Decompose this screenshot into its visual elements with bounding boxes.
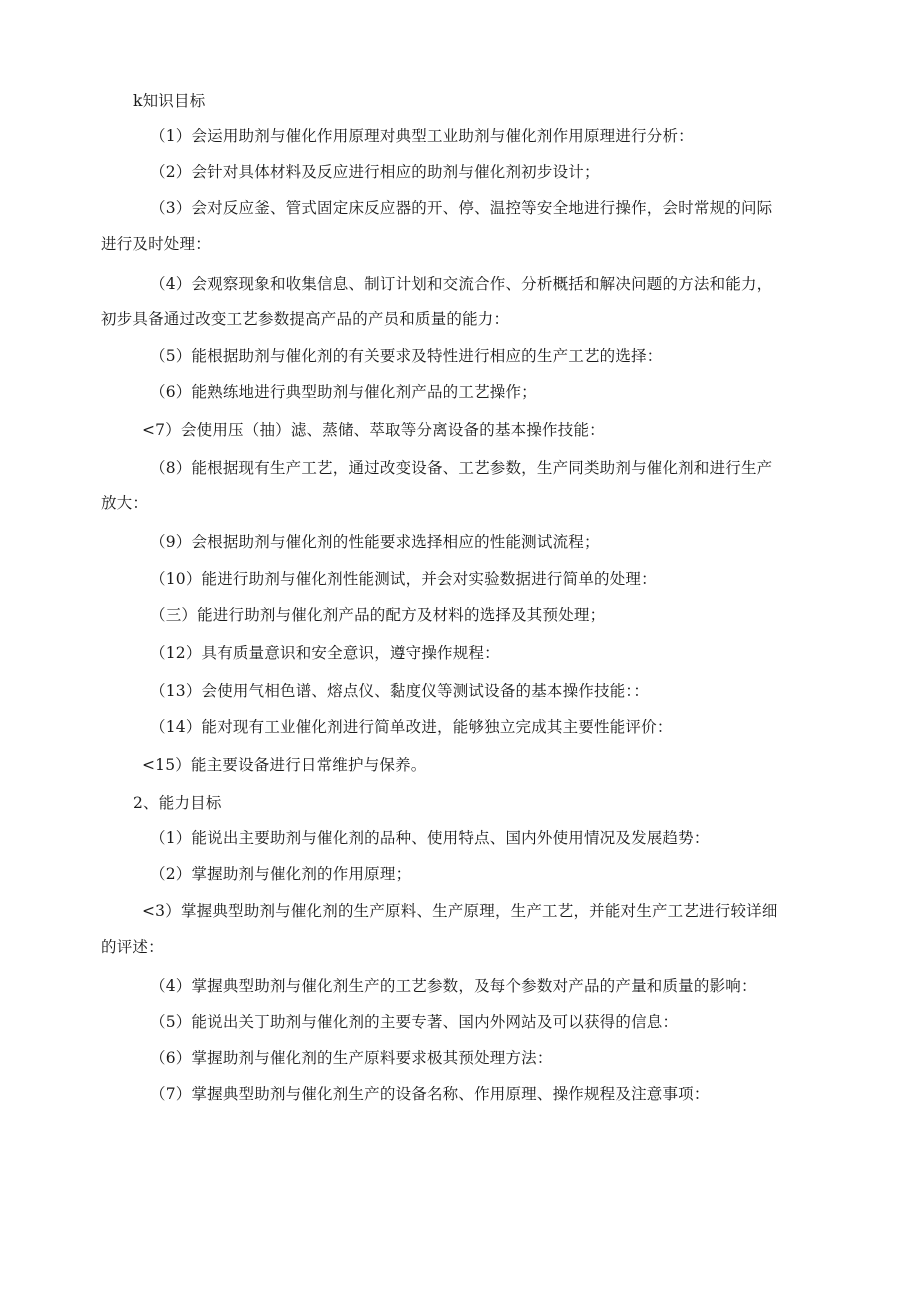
list-item: （13）会使用气相色谱、熔点仪、黏度仪等测试设备的基本操作技能：： [150,682,650,700]
list-item-continuation: 的评述： [101,938,164,956]
list-item: <7）会使用压（抽）滤、蒸储、萃取等分离设备的基本操作技能： [142,421,605,439]
list-item-continuation: 放大： [101,494,149,512]
list-item: （8）能根据现有生产工艺，通过改变设备、工艺参数，生产同类助剂与催化剂和进行生产 [150,459,773,477]
section-heading-ability: 2、能力目标 [133,794,222,812]
list-item: （5）能根据助剂与催化剂的有关要求及特性进行相应的生产工艺的选择： [150,347,663,365]
list-item: （5）能说出关丁助剂与催化剂的主要专著、国内外网站及可以获得的信息： [150,1013,679,1031]
list-item: （14）能对现有工业催化剂进行简单改进，能够独立完成其主要性能评价： [150,718,673,736]
list-item: （4）掌握典型助剂与催化剂生产的工艺参数，及每个参数对产品的产量和质量的影响： [150,977,757,995]
list-item: <3）掌握典型助剂与催化剂的生产原料、生产原理，生产工艺，并能对生产工艺进行较详细 [142,902,778,920]
list-item: （三）能进行助剂与催化剂产品的配方及材料的选择及其预处理； [150,606,606,624]
list-item: （2）会针对具体材料及反应进行相应的助剂与催化剂初步设计； [150,163,600,181]
list-item-continuation: 初步具备通过改变工艺参数提高产品的产员和质量的能力： [101,310,510,328]
list-item: <15）能主要设备进行日常维护与保养。 [142,756,427,774]
section-heading-knowledge: k知识目标 [133,92,206,110]
list-item: （12）具有质量意识和安全意识，遵守操作规程： [150,644,500,662]
list-item: （1）会运用助剂与催化作用原理对典型工业助剂与催化剂作用原理进行分析： [150,127,694,145]
list-item: （1）能说出主要助剂与催化剂的品种、使用特点、国内外使用情况及发展趋势： [150,829,710,847]
list-item: （6）能熟练地进行典型助剂与催化剂产品的工艺操作； [150,383,537,401]
list-item: （9）会根据助剂与催化剂的性能要求选择相应的性能测试流程； [150,533,600,551]
list-item-continuation: 进行及时处理： [101,235,211,253]
list-item: （10）能进行助剂与催化剂性能测试，并会对实验数据进行简单的处理： [150,570,657,588]
list-item: （3）会对反应釜、管式固定床反应器的开、停、温控等安全地进行操作，会时常规的问际 [150,199,773,217]
list-item: （7）掌握典型助剂与催化剂生产的设备名称、作用原理、操作规程及注意事项： [150,1085,710,1103]
list-item: （6）掌握助剂与催化剂的生产原料要求极其预处理方法： [150,1049,553,1067]
list-item: （4）会观察现象和收集信息、制订计划和交流合作、分析概括和解决问题的方法和能力， [150,275,773,293]
list-item: （2）掌握助剂与催化剂的作用原理； [150,865,412,883]
